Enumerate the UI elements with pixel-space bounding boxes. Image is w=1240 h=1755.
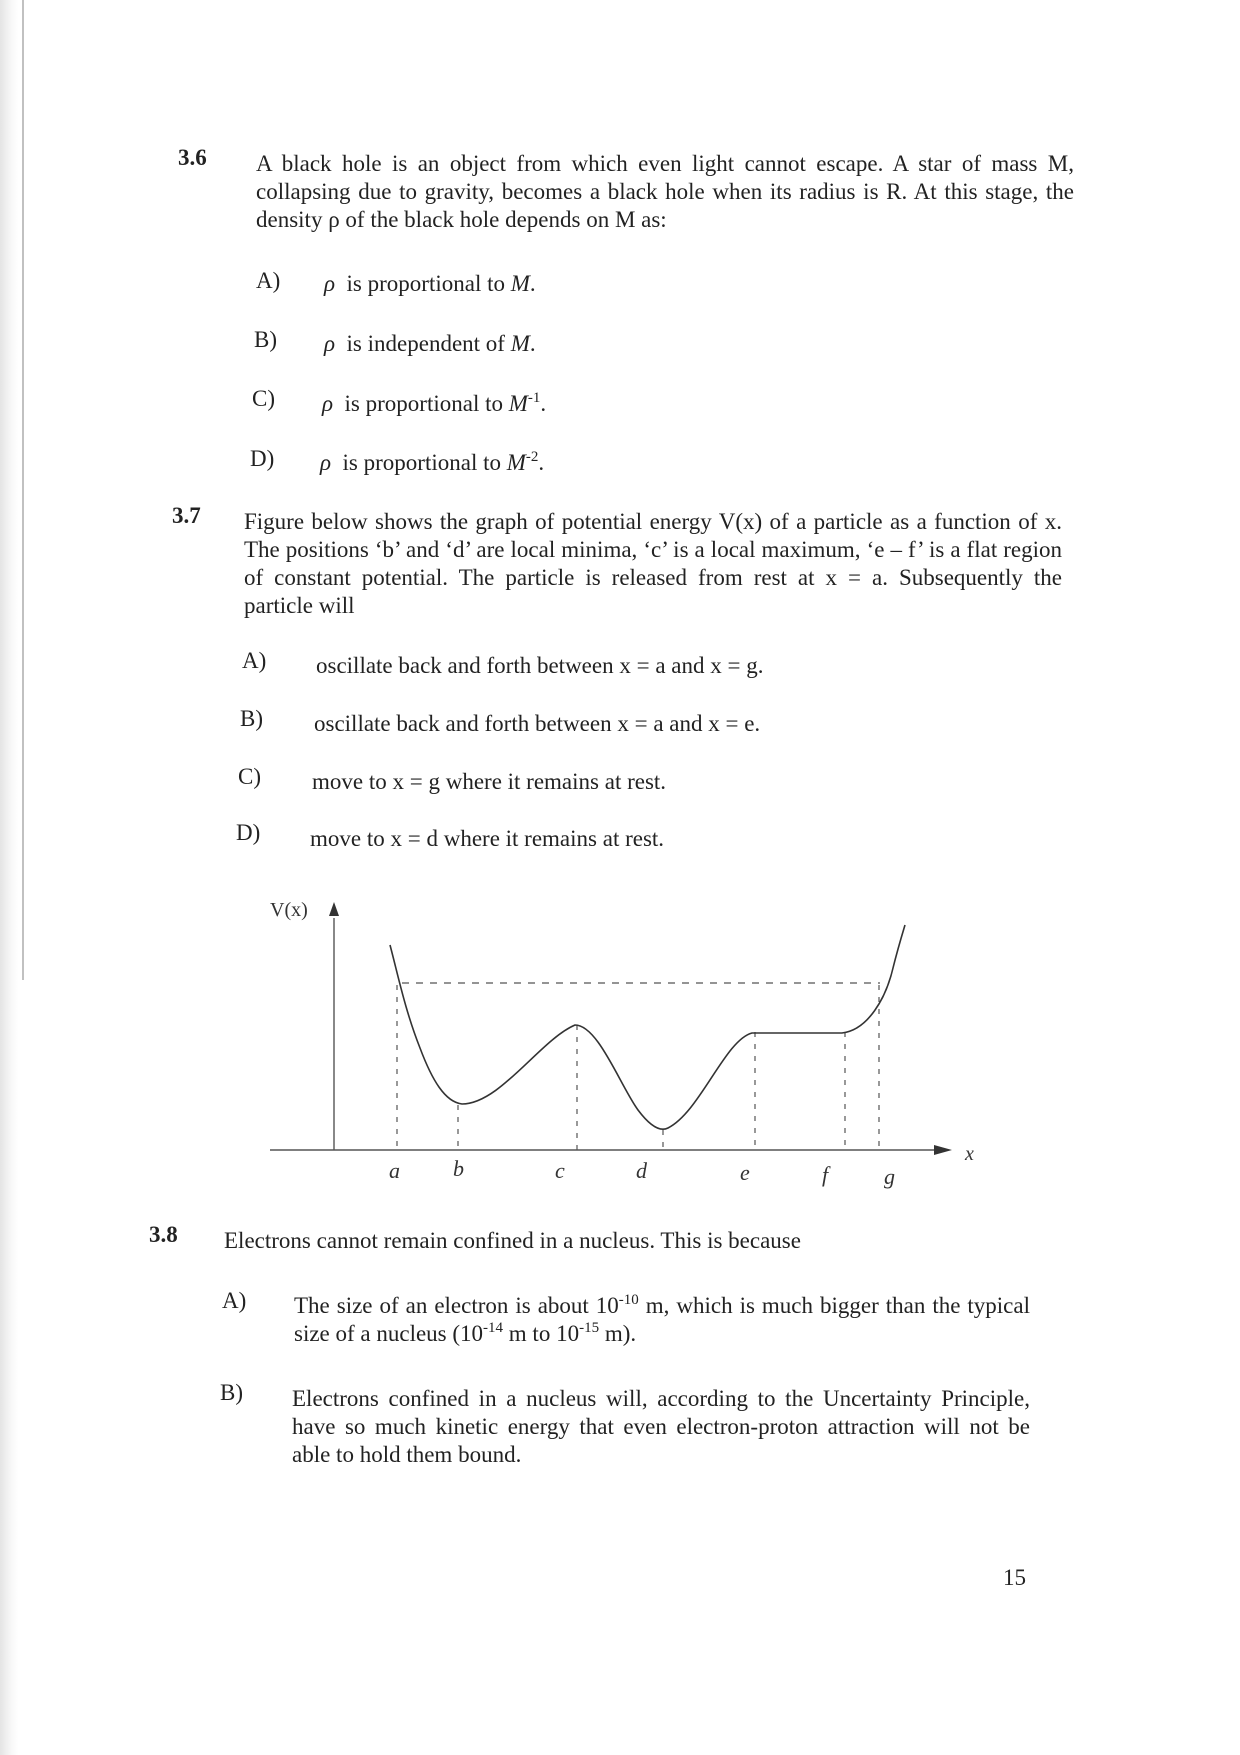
point-label-g: g bbox=[884, 1164, 895, 1189]
option-letter: C) bbox=[252, 386, 275, 411]
option-letter: A) bbox=[256, 268, 281, 293]
potential-curve bbox=[390, 925, 905, 1129]
option-text: Electrons confined in a nucleus will, according to the Uncertainty Principle, have so much kinetic energy that even electron-proton attraction will not be able to hold them bound. bbox=[292, 1386, 1030, 1467]
option-text: oscillate back and forth between x = a and x = e. bbox=[314, 711, 761, 736]
point-label-e: e bbox=[740, 1160, 750, 1185]
page-number: 15 bbox=[1003, 1565, 1026, 1590]
x-axis-label: x bbox=[965, 1143, 974, 1165]
option-letter: A) bbox=[222, 1288, 247, 1313]
option-text: oscillate back and forth between x = a and x = g. bbox=[316, 653, 764, 678]
question-text-3-6: A black hole is an object from which even light cannot escape. A star of mass M, collapsing due to gravity, becomes a black hole when its radius is R. At this stage, the density ρ of the black hole depends on M as: bbox=[256, 151, 1074, 232]
point-label-f: f bbox=[822, 1162, 829, 1187]
point-label-d: d bbox=[636, 1158, 647, 1183]
question-text-3-8: Electrons cannot remain confined in a nucleus. This is because bbox=[224, 1228, 801, 1253]
option-letter: A) bbox=[242, 648, 267, 673]
option-text: The size of an electron is about $10^{-10}$ m, which is much bigger than the typical size of a nucleus ($10^{-14}$ m to $10^{-15}$ m). bbox=[294, 1292, 1030, 1346]
question-number-3-7: 3.7 bbox=[172, 503, 201, 528]
option-letter: B) bbox=[220, 1380, 243, 1405]
option-text: move to x = g where it remains at rest. bbox=[312, 769, 667, 794]
option-letter: D) bbox=[236, 820, 261, 845]
option-text: ρ is proportional to $M^{-1}$. bbox=[322, 390, 547, 416]
option-letter: D) bbox=[250, 446, 275, 471]
option-text: ρ is independent of M. bbox=[324, 331, 536, 356]
question-number-3-6: 3.6 bbox=[178, 145, 207, 170]
option-letter: C) bbox=[238, 764, 261, 789]
point-label-c: c bbox=[555, 1158, 565, 1183]
point-label-b: b bbox=[453, 1156, 464, 1181]
question-number-3-8: 3.8 bbox=[149, 1222, 178, 1247]
question-text-3-7: Figure below shows the graph of potential energy V(x) of a particle as a function of x. The positions ‘b’ and ‘d’ are local minima, ‘c’ is a local maximum, ‘e – f’ is a flat region of constant potential. The particle is released from rest at x = a. Subsequently the particle will bbox=[244, 509, 1062, 618]
x-axis-arrowhead bbox=[934, 1145, 952, 1155]
option-letter: B) bbox=[254, 327, 277, 352]
point-label-a: a bbox=[389, 1158, 400, 1183]
option-letter: B) bbox=[240, 706, 263, 731]
y-axis-label: V(x) bbox=[270, 899, 308, 921]
option-text: ρ is proportional to $M^{-2}$. bbox=[320, 449, 545, 475]
y-axis-arrowhead bbox=[329, 902, 339, 916]
option-text: ρ is proportional to M. bbox=[324, 271, 536, 296]
option-text: move to x = d where it remains at rest. bbox=[310, 826, 665, 851]
